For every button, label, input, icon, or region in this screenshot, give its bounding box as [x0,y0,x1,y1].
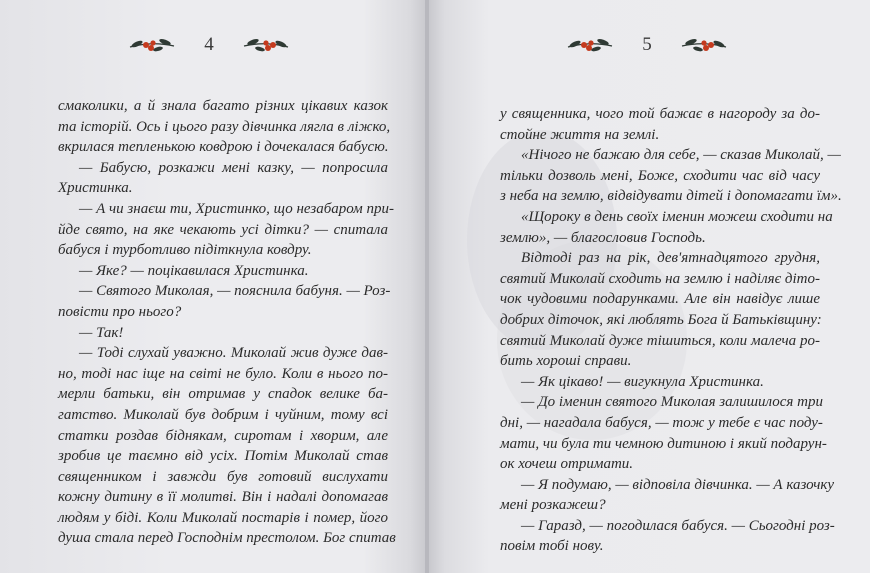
left-page [0,0,427,573]
right-page-header [566,34,728,56]
text-line: людям у біді. Коли Миколай постарів і помер, його [58,509,388,526]
text-line: гатство. Миколай був добрим і чуйним, тому всі [58,406,388,423]
text-line: у священника, чого той бажає в нагороду за до- [500,106,820,122]
text-line: та історій. Ось і цього разу дівчинка лягла в ліжко, [58,118,391,135]
text-line: смаколики, а й знала багато різних цікавих казок [58,98,388,114]
left-page-text [58,96,396,549]
text-line: — Так! [79,324,124,341]
text-line: священником і завжди був готовий вислухати [58,468,388,485]
page-number: 4 [204,34,214,55]
berry-branch-ornament-icon [128,37,176,53]
text-line: бить хороші справи. [500,353,632,370]
text-line: мені розкажеш? [500,497,606,514]
text-line: ок хочеш отримати. [500,456,634,473]
text-line: з неба на землю, відвідувати дітей і допомагати їм». [500,188,842,205]
text-line: добрих діточок, які люблять Бога й Батьківщину: [500,311,822,328]
text-line: — Я подумаю, — відповіла дівчинка. — А казочку [521,476,835,493]
text-line: — Як цікаво! — вигукнула Христинка. [521,373,764,390]
text-line: душа стала перед Господнім престолом. Бог спитав [58,530,396,547]
left-page-header [128,34,290,56]
berry-branch-ornament-icon [566,37,614,53]
berry-branch-ornament-icon [242,37,290,53]
text-line: — А чи знаєш ти, Христинко, що незабаром при- [79,200,394,217]
text-line: но, тоді нас іще на світі не було. Коли в нього по- [58,365,388,382]
text-line: Христинка. [58,180,133,197]
text-line: святий Миколай дуже тішиться, коли малеча ро- [500,332,820,349]
text-line: повісти про нього? [58,303,182,320]
text-line: тільки дозволь мені, Боже, сходити час від часу [500,167,820,184]
text-line: повім тобі нову. [500,538,604,555]
text-line: кожну дитину в її молитві. Він і надалі допомагав [58,489,388,506]
text-line: — Святого Миколая, — пояснила бабуня. — Роз- [79,283,391,300]
text-line: — Гаразд, — погодилася бабуся. — Сьогодні роз- [521,517,835,534]
text-line: мерли батьки, він отримав у спадок велике ба- [58,386,388,403]
text-line: «Нічого не бажаю для себе, — сказав Миколай, — [521,147,841,164]
text-line: Відтоді раз на рік, дев'ятнадцятого грудня, [521,250,820,267]
text-line: — Бабусю, розкажи мені казку, — попросила [79,159,388,176]
text-line: мати, чи була ти чемною дитиною і який подарун- [500,435,827,452]
text-line: чок чудовими подарунками. Але він навідує лише [500,291,820,308]
page-gutter [427,0,429,573]
text-line: «Щороку в день своїх іменин можеш сходити на [521,208,833,225]
right-page-text [500,104,842,557]
text-line: бабуся і турботливо підіткнула ковдру. [58,242,312,259]
text-line: — До іменин святого Миколая залишилося три [521,394,823,411]
text-line: йде свято, на яке чекають усі дітки? — спитала [58,221,388,238]
text-line: стойне життя на землі. [500,126,660,143]
text-line: зробив це таємно від усіх. Потім Миколай став [58,448,388,465]
text-line: дні, — нагадала бабуся, — тож у тебе є час поду- [500,414,823,431]
text-line: — Яке? — поцікавилася Христинка. [79,262,309,279]
text-line: святий Миколай сходить на землю і наділяє діто- [500,270,820,287]
berry-branch-ornament-icon [680,37,728,53]
text-line: вкрилася тепленькою ковдрою і дочекалася бабусю. [58,139,389,156]
text-line: статки роздав біднякам, сиротам і хворим, але [58,427,388,444]
text-line: землю», — благословив Господь. [500,229,706,246]
page-number: 5 [642,34,652,55]
text-line: — Тоді слухай уважно. Миколай жив дуже дав- [79,345,388,362]
